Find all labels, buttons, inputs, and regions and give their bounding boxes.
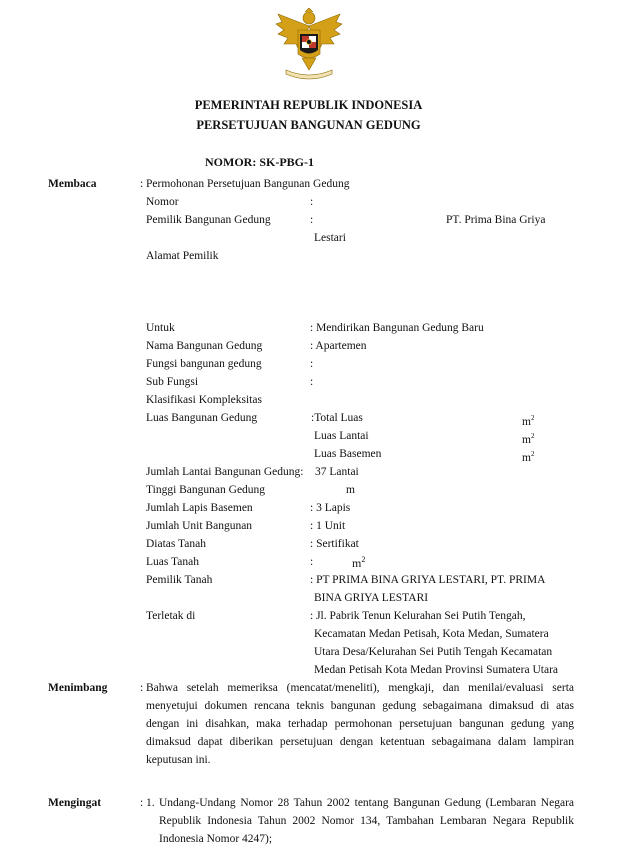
field-label-jumlah-lantai: Jumlah Lantai Bangunan Gedung: [146, 466, 304, 478]
field-label-pemilik: Pemilik Bangunan Gedung [146, 214, 271, 226]
unit-m2: $m^2$ [522, 414, 535, 428]
section-label-mengingat: Mengingat [48, 797, 102, 809]
field-label-tinggi: Tinggi Bangunan Gedung [146, 484, 266, 496]
section-label-membaca: Membaca [48, 178, 97, 190]
field-value-pemilik-tanah-2: BINA GRIYA LESTARI [314, 592, 429, 604]
field-value-pemilik: PT. Prima Bina Griya [446, 214, 546, 226]
field-value-terletak-4: Medan Petisah Kota Medan Provinsi Sumatera Utara [314, 664, 558, 676]
mengingat-text: Undang-Undang Nomor 28 Tahun 2002 tentang Bangunan Gedung (Lembaran Negara Republik Indonesia Tahun 2002 Nomor 134, Tambahan Lembaran Negara Republik Indonesia Nomor 4247); [159, 797, 574, 845]
colon: : [140, 797, 144, 809]
field-label-pemilik-tanah: Pemilik Tanah [146, 574, 213, 586]
field-value-untuk: : Mendirikan Bangunan Gedung Baru [310, 322, 484, 334]
field-label-luas: Luas Bangunan Gedung [146, 412, 258, 424]
field-label-jumlah-unit: Jumlah Unit Bangunan [146, 520, 253, 532]
section-label-menimbang: Menimbang [48, 682, 108, 694]
field-value-jumlah-lantai: 37 Lantai [315, 466, 359, 478]
membaca-intro: Permohonan Persetujuan Bangunan Gedung [146, 178, 350, 190]
unit-m2: $m^2$ [522, 450, 535, 464]
field-value-pemilik-tanah: : PT PRIMA BINA GRIYA LESTARI, PT. PRIMA [310, 574, 546, 586]
field-label-lapis: Jumlah Lapis Basemen [146, 502, 253, 514]
field-value-luas-basemen: Luas Basemen [314, 448, 382, 460]
field-value-lapis: : 3 Lapis [310, 502, 351, 514]
unit-m2: $m^2$ [352, 555, 366, 570]
field-value-luas-lantai: Luas Lantai [314, 430, 369, 442]
colon: : [140, 682, 144, 694]
field-label-luas-tanah: Luas Tanah [146, 556, 199, 568]
field-value-pemilik-2: Lestari [314, 232, 346, 244]
field-label-subfungsi: Sub Fungsi [146, 376, 199, 388]
field-value-nama: : Apartemen [310, 340, 367, 352]
unit-m: m [346, 484, 355, 496]
field-label-terletak: Terletak di [146, 610, 196, 622]
colon: : [140, 178, 144, 190]
colon: : [310, 196, 314, 208]
field-label-nama: Nama Bangunan Gedung [146, 340, 263, 352]
field-label-fungsi: Fungsi bangunan gedung [146, 358, 262, 370]
field-value-terletak-3: Utara Desa/Kelurahan Sei Putih Tengah Kecamatan [314, 646, 553, 658]
colon: : [310, 214, 314, 226]
menimbang-text: Bahwa setelah memeriksa (mencatat/meneliti), mengkaji, dan menilai/evaluasi serta menyetujui dokumen rencana teknis bangunan gedung sebagaimana dimaksud di atas dengan ini disahkan, maka terhadap permohonan persetujuan bangunan gedung yang dimaksud dapat diberikan persetujuan dengan ketentuan sebagaimana dalam lampiran keputusan ini. [146, 682, 574, 766]
doc-number: NOMOR: SK-PBG-1 [205, 155, 314, 169]
unit-m2: $m^2$ [522, 432, 535, 446]
field-label-alamat: Alamat Pemilik [146, 250, 219, 262]
doc-title-2: PERSETUJUAN BANGUNAN GEDUNG [196, 118, 421, 132]
field-value-terletak-2: Kecamatan Medan Petisah, Kota Medan, Sumatera [314, 628, 549, 640]
field-label-diatas: Diatas Tanah [146, 538, 206, 550]
list-item-number: 1. [146, 797, 155, 809]
field-value-terletak: : Jl. Pabrik Tenun Kelurahan Sei Putih Tengah, [310, 610, 526, 622]
field-label-untuk: Untuk [146, 322, 175, 334]
field-value-jumlah-unit: : 1 Unit [310, 520, 346, 532]
field-label-nomor: Nomor [146, 196, 179, 208]
field-value-total-luas: :Total Luas [311, 412, 363, 424]
field-label-klasifikasi: Klasifikasi Kompleksitas [146, 394, 262, 406]
garuda-emblem-icon [272, 8, 346, 80]
colon: : [310, 556, 314, 568]
colon: : [310, 358, 314, 370]
colon: : [310, 376, 314, 388]
field-value-diatas: : Sertifikat [310, 538, 359, 550]
doc-title-1: PEMERINTAH REPUBLIK INDONESIA [194, 98, 423, 112]
